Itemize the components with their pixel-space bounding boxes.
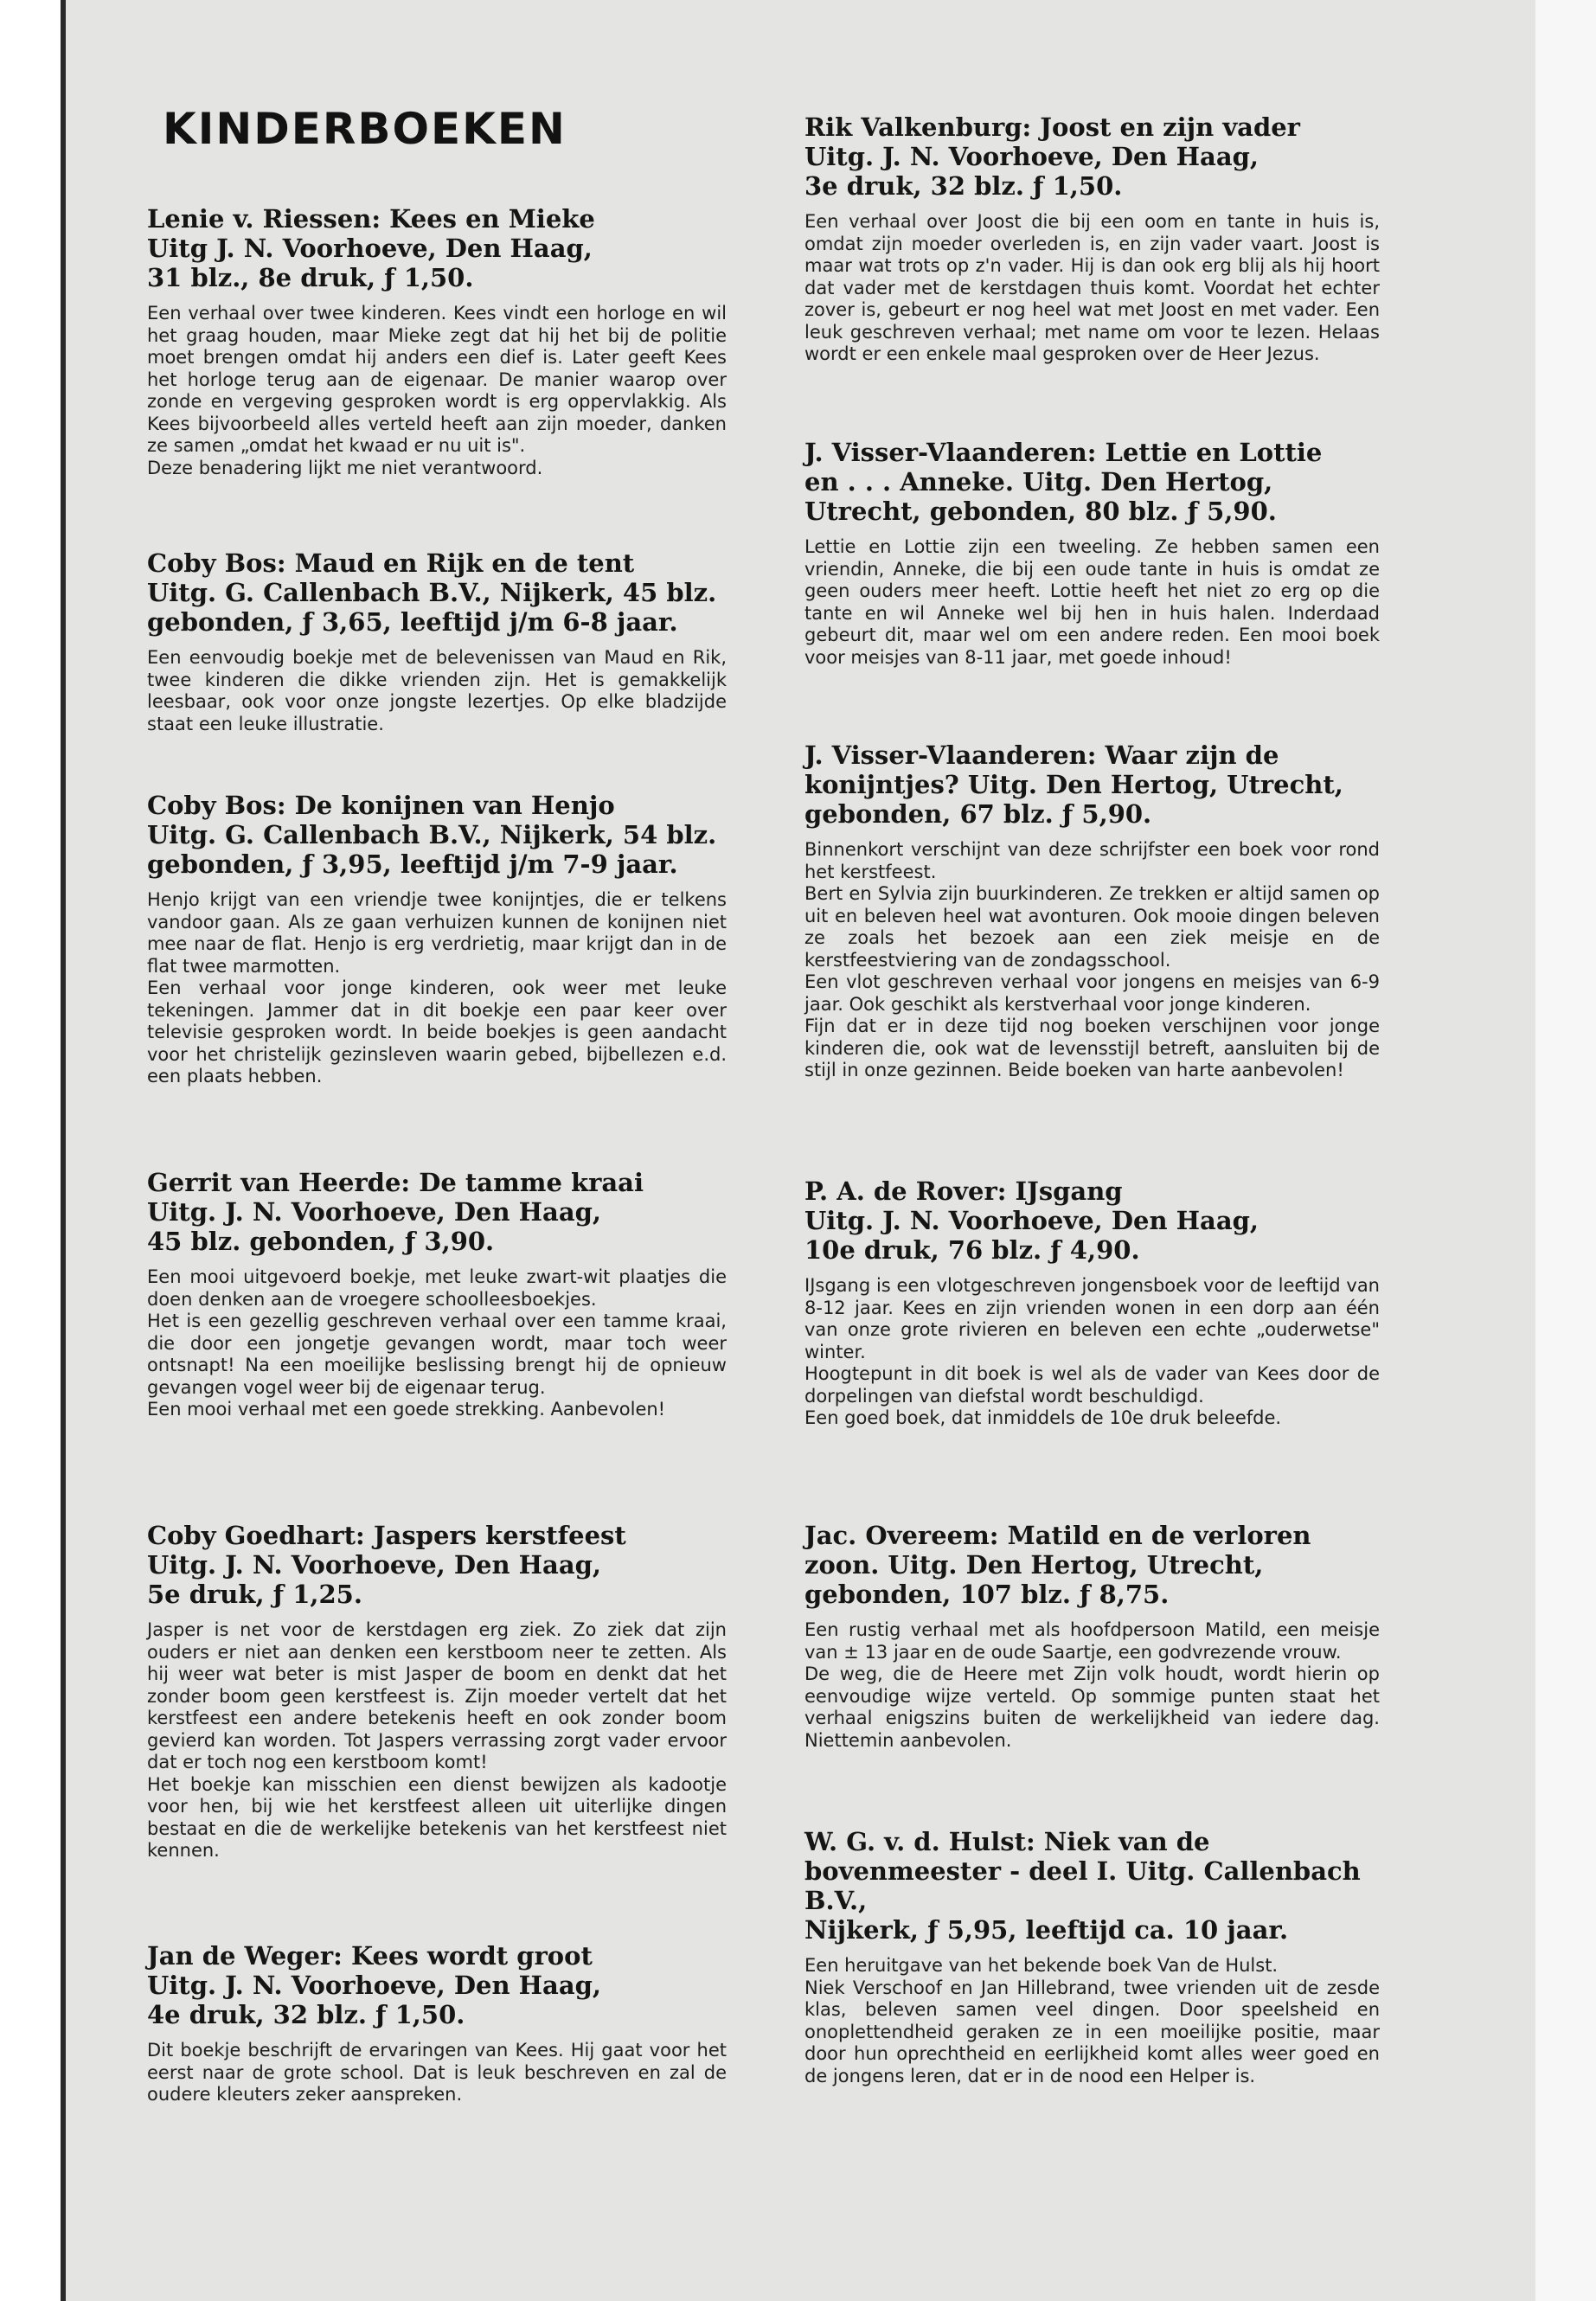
review-body: Een verhaal over twee kinderen. Kees vindt een horloge en wil het graag houden, maar Mieke zegt dat hij het bij de politie moet brengen omdat hij anders een dief is. Later geeft Kees het horloge terug aan de eigenaar. De manier waarop over zonde en vergeving gesproken wordt is erg oppervlakkig. Als Kees bijvoorbeeld alles verteld heeft aan zijn moeder, danken ze samen „omdat het kwaad er nu uit is". Deze benadering lijkt me niet verantwoord. bbox=[147, 303, 727, 478]
review-maud-en-rijk bbox=[147, 548, 727, 735]
review-body: Een eenvoudig boekje met de belevenissen van Maud en Rik, twee kinderen die dikke vrienden zijn. Het is gemakkelijk leesbaar, ook voor onze jongste lezertjes. Op elke bladzijde staat een leuke illustratie. bbox=[147, 647, 727, 734]
review-body: Een verhaal over Joost die bij een oom en tante in huis is, omdat zijn moeder overleden is, en zijn vader vaart. Joost is maar wat trots op z'n vader. Hij is dan ook erg blij als hij hoort dat vader met de kerstdagen thuis komt. Voordat het echter zover is, gebeurt er nog heel wat met Joost en met vader. Een leuk geschreven verhaal; met name om voor te lezen. Helaas wordt er een enkele maal gesproken over de Heer Jezus. bbox=[804, 211, 1380, 364]
review-body: Een heruitgave van het bekende boek Van de Hulst. Niek Verschoof en Jan Hillebrand, twee vrienden uit de zesde klas, beleven samen veel dingen. Door speelsheid en onoplettendheid geraken ze in een moeilijke positie, maar door hun oprechtheid en eerlijkheid komt alles weer goed en de jongens leren, dat er in de nood een Helper is. bbox=[804, 1955, 1380, 2086]
review-matild bbox=[804, 1521, 1380, 1752]
review-heading: Coby Goedhart: Jaspers kerstfeest Uitg. J. N. Voorhoeve, Den Haag, 5e druk, ƒ 1,25. bbox=[147, 1521, 626, 1609]
review-lettie-en-lottie bbox=[804, 438, 1380, 669]
review-body: Een mooi uitgevoerd boekje, met leuke zwart-wit plaatjes die doen denken aan de vroegere schoolleesboekjes. Het is een gezellig geschreven verhaal over een tamme kraai, die door een jongetje gevangen wordt, maar toch weer ontsnapt! Na een moeilijke beslissing brengt hij de opnieuw gevangen vogel weer bij de eigenaar terug. Een mooi verhaal met een goede strekking. Aanbevolen! bbox=[147, 1266, 727, 1420]
review-body: Jasper is net voor de kerstdagen erg ziek. Zo ziek dat zijn ouders er niet aan denken een kerstboom neer te zetten. Als hij weer wat beter is mist Jasper de boom en denkt dat het zonder boom geen kerstfeest is. Zijn moeder vertelt dat het kerstfeest een andere betekenis heeft en ook zonder boom gevierd kan worden. Tot Jaspers verrassing zorgt vader ervoor dat er toch nog een kerstboom komt! Het boekje kan misschien een dienst bewijzen als kadootje voor hen, bij wie het kerstfeest alleen uit uiterlijke dingen bestaat en die de werkelijke betekenis van het kerstfeest niet kennen. bbox=[147, 1619, 727, 1861]
review-heading: Coby Bos: De konijnen van Henjo Uitg. G. Callenbach B.V., Nijkerk, 54 blz. gebonden, ƒ 3,95, leeftijd j/m 7-9 jaar. bbox=[147, 791, 717, 879]
review-heading: Rik Valkenburg: Joost en zijn vader Uitg. J. N. Voorhoeve, Den Haag, 3e druk, 32 blz. ƒ 1,50. bbox=[804, 112, 1300, 201]
review-heading: P. A. de Rover: IJsgang Uitg. J. N. Voorhoeve, Den Haag, 10e druk, 76 blz. ƒ 4,90. bbox=[804, 1176, 1259, 1265]
review-heading: Lenie v. Riessen: Kees en Mieke Uitg J. N. Voorhoeve, Den Haag, 31 blz., 8e druk, ƒ 1,50. bbox=[147, 204, 595, 292]
review-heading: Gerrit van Heerde: De tamme kraai Uitg. J. N. Voorhoeve, Den Haag, 45 blz. gebonden, ƒ 3,90. bbox=[147, 1168, 644, 1256]
review-niek-van-de-bovenmeester bbox=[804, 1827, 1380, 2087]
review-body: Een rustig verhaal met als hoofdpersoon Matild, een meisje van ± 13 jaar en de oude Saartje, een godvrezende vrouw. De weg, die de Heere met Zijn volk houdt, wordt hierin op eenvoudige wijze verteld. Op sommige punten staat het verhaal enigszins buiten de werkelijkheid van iedere dag. Niettemin aanbevolen. bbox=[804, 1619, 1380, 1751]
page-title: KINDERBOEKEN bbox=[163, 104, 567, 154]
review-body: Binnenkort verschijnt van deze schrijfster een boek voor rond het kerstfeest. Bert en Sylvia zijn buurkinderen. Ze trekken er altijd samen op uit en beleven heel wat avonturen. Ook mooie dingen beleven ze zoals het bezoek aan een ziek meisje en de kerstfeestviering van de zondagsschool. Een vlot geschreven verhaal voor jongens en meisjes van 6-9 jaar. Ook geschikt als kerstverhaal voor jonge kinderen. Fijn dat er in deze tijd nog boeken verschijnen voor jonge kinderen die, ook wat de levensstijl betreft, aansluiten bij de stijl in onze gezinnen. Beide boeken van harte aanbevolen! bbox=[804, 839, 1380, 1080]
review-heading: J. Visser-Vlaanderen: Waar zijn de konijntjes? Uitg. Den Hertog, Utrecht, gebonden, 67 blz. ƒ 5,90. bbox=[804, 740, 1343, 829]
review-heading: W. G. v. d. Hulst: Niek van de bovenmeester - deel I. Uitg. Callenbach B.V., Nijkerk, ƒ 5,95, leeftijd ca. 10 jaar. bbox=[804, 1827, 1361, 1945]
review-heading: Jan de Weger: Kees wordt groot Uitg. J. N. Voorhoeve, Den Haag, 4e druk, 32 blz. ƒ 1,50. bbox=[147, 1941, 601, 2029]
review-body: Dit boekje beschrijft de ervaringen van Kees. Hij gaat voor het eerst naar de grote school. Dat is leuk beschreven en zal de oudere kleuters zeker aanspreken. bbox=[147, 2040, 727, 2105]
review-kees-wordt-groot bbox=[147, 1941, 727, 2106]
review-body: Henjo krijgt van een vriendje twee konijntjes, die er telkens vandoor gaan. Als ze gaan verhuizen kunnen de konijnen niet mee naar de flat. Henjo is erg verdrietig, maar krijgt dan in de flat twee marmotten. Een verhaal voor jonge kinderen, ook weer met leuke tekeningen. Jammer dat in dit boekje een paar keer over televisie gesproken wordt. In beide boekjes is geen aandacht voor het christelijk gezinsleven waarin gebed, bijbellezen e.d. een plaats hebben. bbox=[147, 889, 727, 1086]
review-kees-en-mieke bbox=[147, 204, 727, 479]
review-konijnen-van-henjo bbox=[147, 791, 727, 1088]
review-body: IJsgang is een vlotgeschreven jongensboek voor de leeftijd van 8-12 jaar. Kees en zijn vrienden wonen in een dorp aan één van onze grote rivieren en beleven een echte „ouderwetse" winter. Hoogtepunt in dit boek is wel als de vader van Kees door de dorpelingen van diefstal wordt beschuldigd. Een goed boek, dat inmiddels de 10e druk beleefde. bbox=[804, 1275, 1380, 1428]
review-heading: Jac. Overeem: Matild en de verloren zoon. Uitg. Den Hertog, Utrecht, gebonden, 107 blz. ƒ 8,75. bbox=[804, 1521, 1311, 1609]
review-joost-en-zijn-vader bbox=[804, 112, 1380, 366]
page-margin bbox=[1535, 0, 1596, 2301]
review-tamme-kraai bbox=[147, 1168, 727, 1421]
review-heading: Coby Bos: Maud en Rijk en de tent Uitg. G. Callenbach B.V., Nijkerk, 45 blz. gebonden, ƒ 3,65, leeftijd j/m 6-8 jaar. bbox=[147, 548, 717, 637]
review-body: Lettie en Lottie zijn een tweeling. Ze hebben samen een vriendin, Anneke, die bij een oude tante in huis is omdat ze geen ouders meer heeft. Lottie heeft het niet zo erg op die tante en wil Anneke wel bij hen in huis halen. Inderdaad gebeurt dit, maar wel om een andere reden. Een mooi boek voor meisjes van 8-11 jaar, met goede inhoud! bbox=[804, 536, 1380, 668]
review-ijsgang bbox=[804, 1176, 1380, 1430]
review-heading: J. Visser-Vlaanderen: Lettie en Lottie en . . . Anneke. Uitg. Den Hertog, Utrecht, gebonden, 80 blz. ƒ 5,90. bbox=[804, 438, 1323, 526]
review-waar-zijn-de-konijntjes bbox=[804, 740, 1380, 1082]
review-jaspers-kerstfeest bbox=[147, 1521, 727, 1862]
